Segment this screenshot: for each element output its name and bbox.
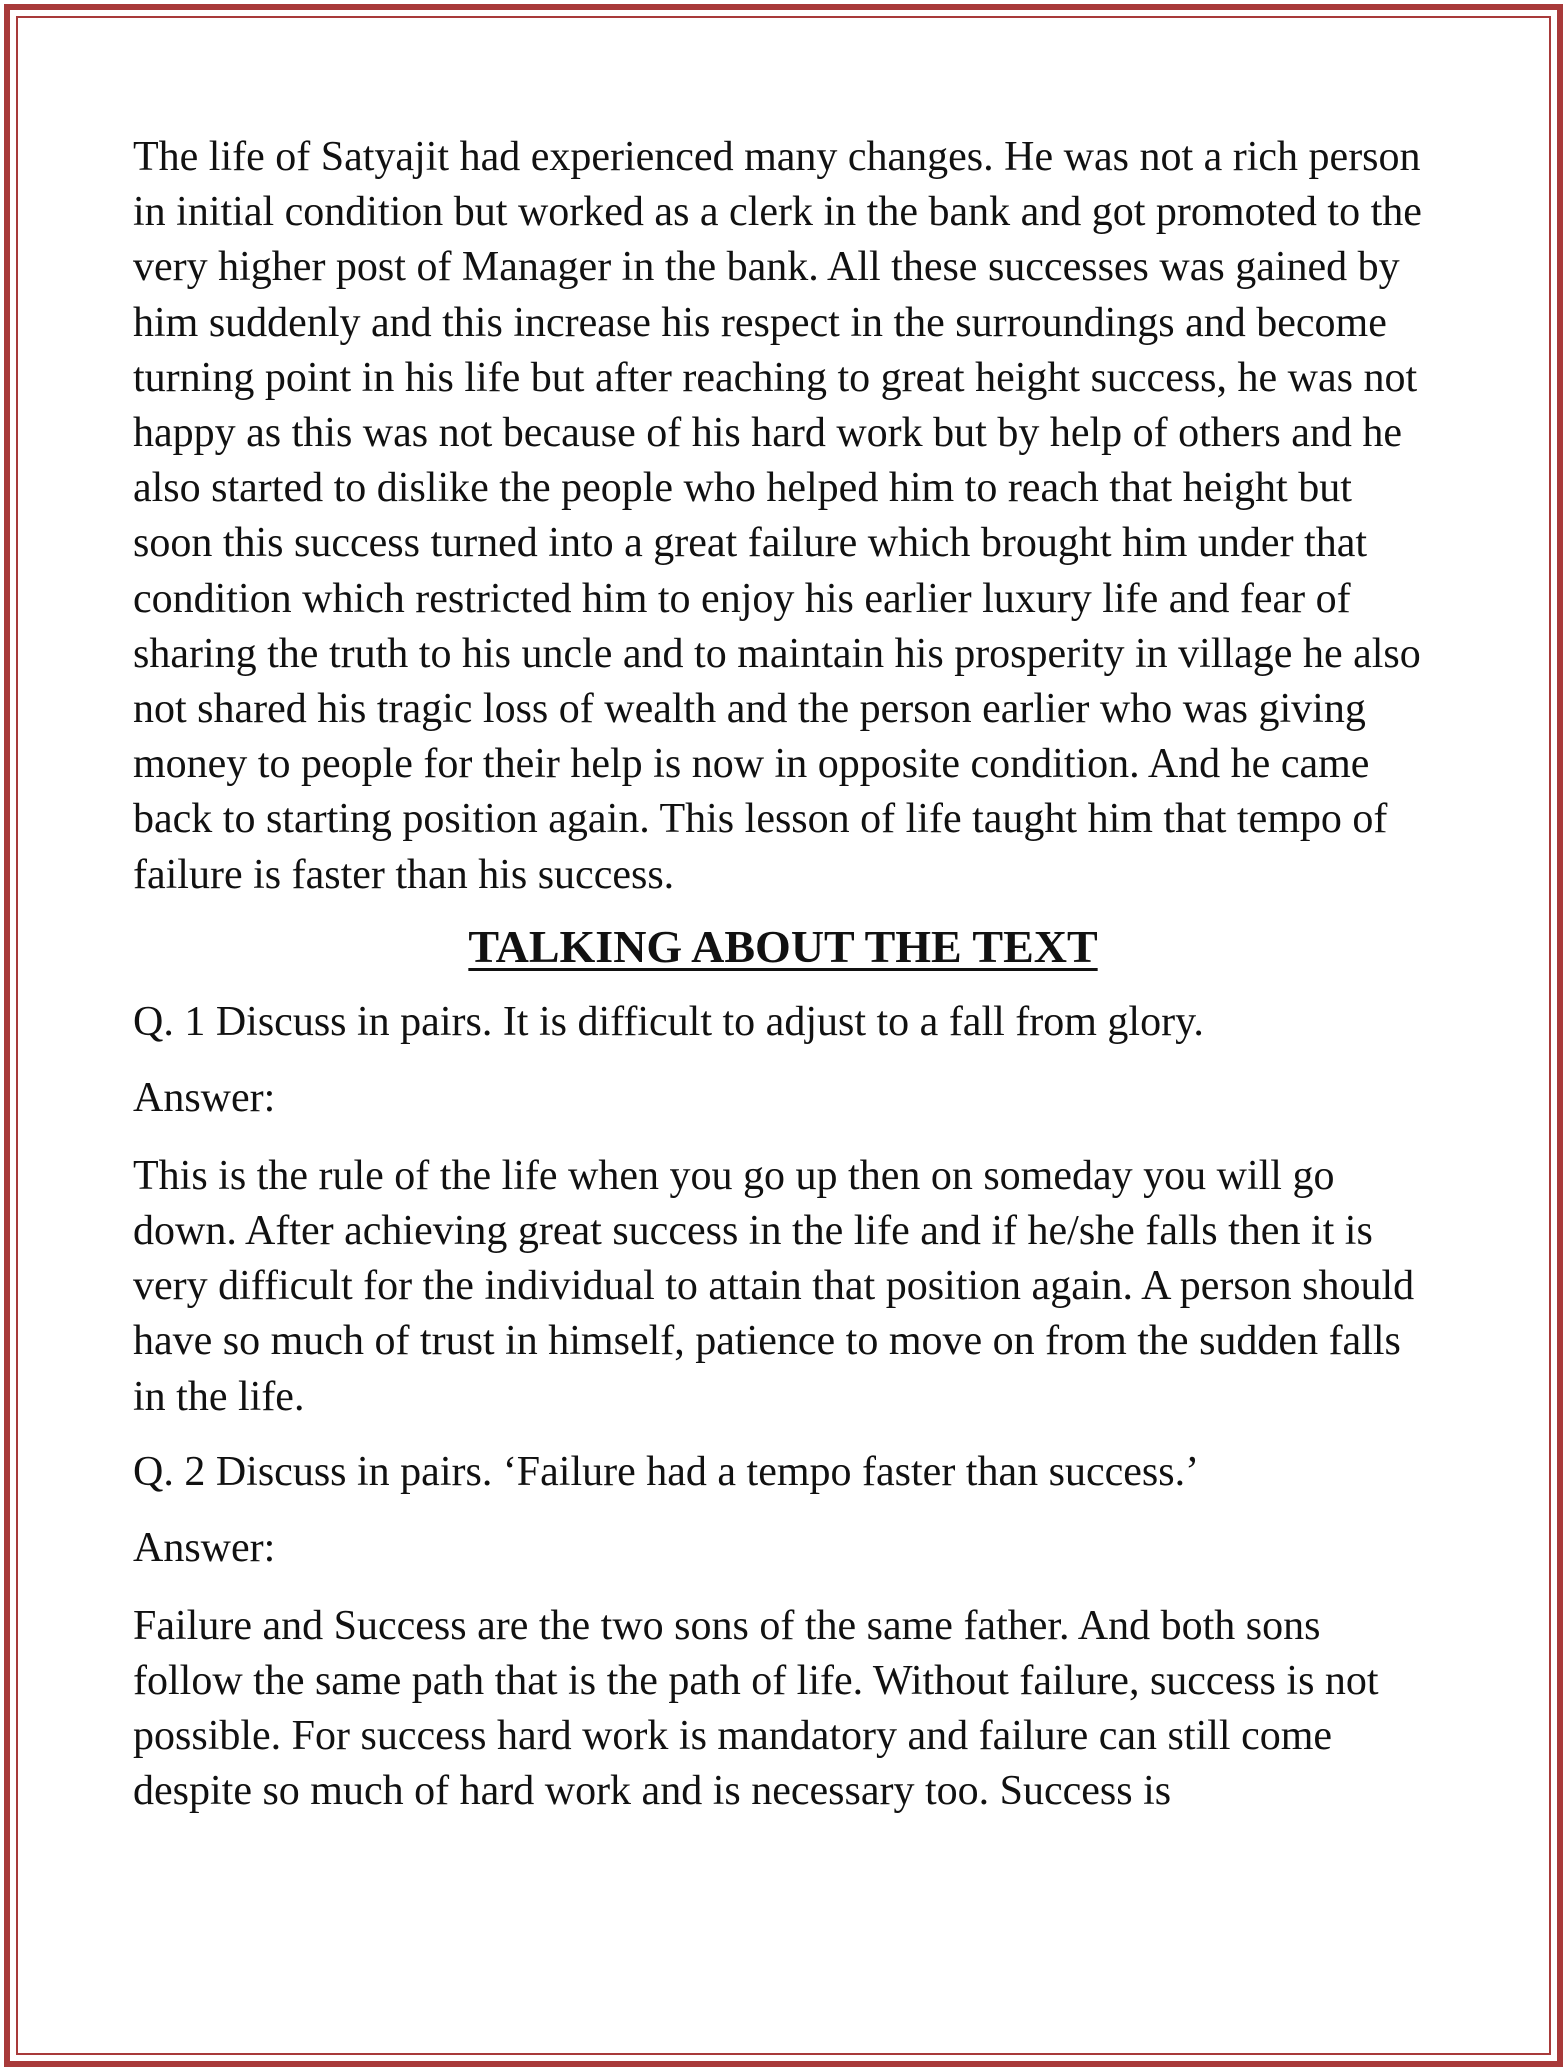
answer-2-text: Failure and Success are the two sons of the same father. And both sons follow the same path that is the path of life. Without failure, success is not possible. For success hard work is mandatory and failure can still come despite so much of hard work and is necessary too. Success is bbox=[133, 1602, 1379, 1815]
answer-1-label: Answer: bbox=[133, 1074, 276, 1121]
answer-1-text: This is the rule of the life when you go up then on someday you will go down. After achieving great success in the life and if he/she falls then it is very difficult for the individual to attain that position again. A person should have so much of trust in himself, patience to move on from the sudden falls in the life. bbox=[133, 1152, 1415, 1420]
section-heading: TALKING ABOUT THE TEXT bbox=[468, 920, 1098, 972]
page-content bbox=[133, 130, 1433, 1842]
question-1: Q. 1 Discuss in pairs. It is difficult to adjust to a fall from glory. bbox=[133, 998, 1204, 1045]
intro-paragraph: The life of Satyajit had experienced many changes. He was not a rich person in initial condition but worked as a clerk in the bank and got promoted to the very higher post of Manager in the bank. All these successes was gained by him suddenly and this increase his respect in the surroundings and become turning point in his life but after reaching to great height success, he was not happy as this was not because of his hard work but by help of others and he also started to dislike the people who helped him to reach that height but soon this success turned into a great failure which brought him under that condition which restricted him to enjoy his earlier luxury life and fear of sharing the truth to his uncle and to maintain his prosperity in village he also not shared his tragic loss of wealth and the person earlier who was giving money to people for their help is now in opposite condition. And he came back to starting position again. This lesson of life taught him that tempo of failure is faster than his success. bbox=[133, 134, 1422, 898]
answer-2-label: Answer: bbox=[133, 1524, 276, 1571]
question-2: Q. 2 Discuss in pairs. ‘Failure had a tempo faster than success.’ bbox=[133, 1448, 1200, 1495]
